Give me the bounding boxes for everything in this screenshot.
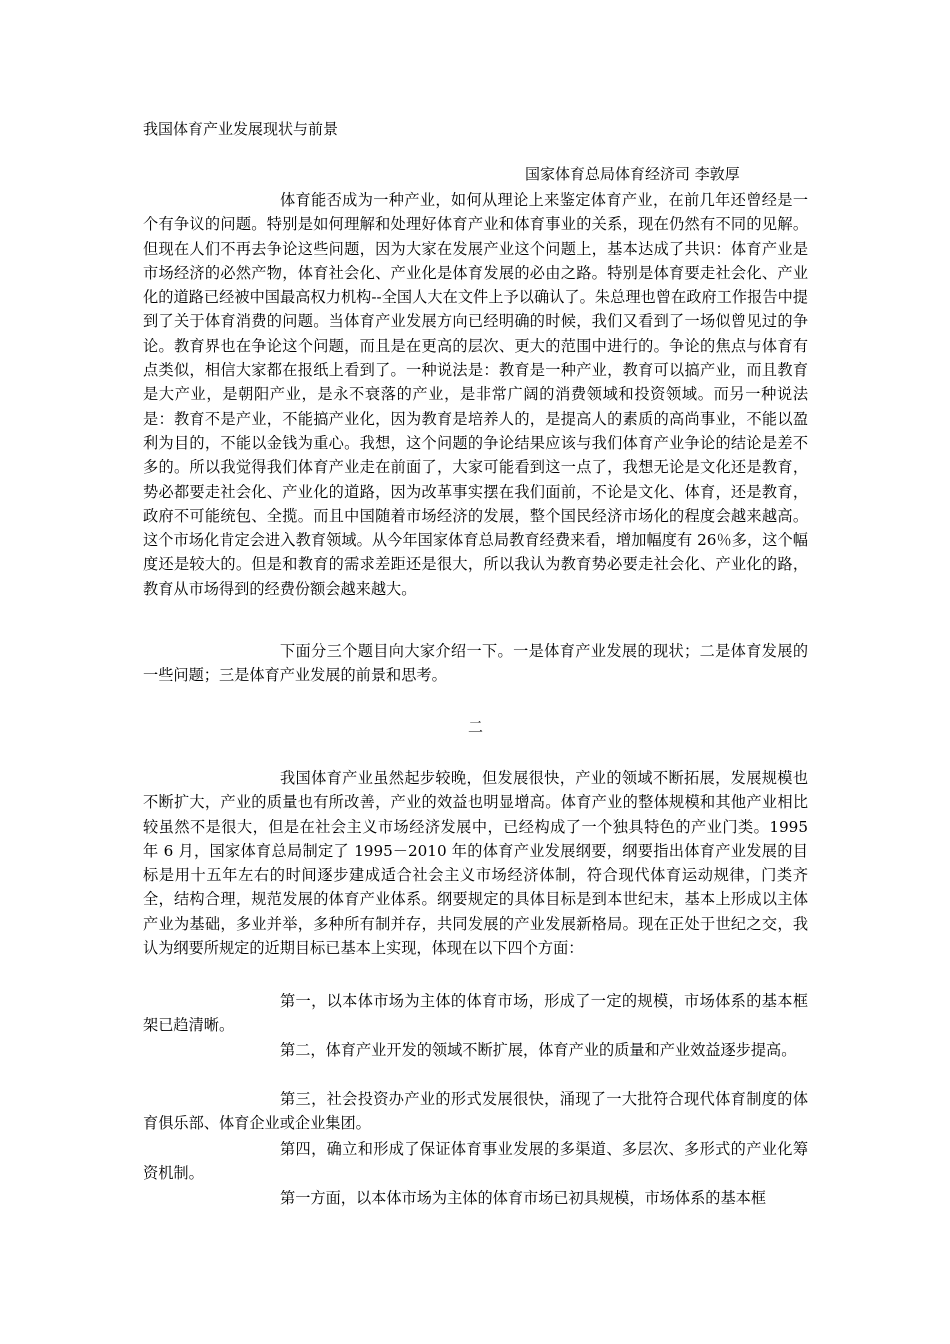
paragraph-first-aspect: 第一方面，以本体市场为主体的体育市场已初具规模，市场体系的基本框	[280, 1189, 766, 1207]
paragraph-point-3: 第三，社会投资办产业的形式发展很快，涌现了一大批符合现代体育制度的体育俱乐部、体育企业或企业集团。	[143, 1090, 808, 1133]
paragraph-section-intro: 我国体育产业虽然起步较晚，但发展很快，产业的领域不断拓展，发展规模也不断扩大，产业的质量也有所改善，产业的效益也明显增高。体育产业的整体规模和其他产业相比较虽然不是很大，但是在社会主义市场经济发展中，已经构成了一个独具特色的产业门类。1995 年 6 月，国家体育总局制定了 1995－2010 年的体育产业发展纲要，纲要指出体育产业发展的目标是用十五年左右的时间逐步建成适合社会主义市场经济体制，符合现代体育运动规律，门类齐全，结构合理，规范发展的体育产业体系。纲要规定的具体目标是到本世纪末，基本上形成以主体产业为基础，多业并举，多种所有制并存，共同发展的产业发展新格局。现在正处于世纪之交，我认为纲要所规定的近期目标已基本上实现，体现在以下四个方面：	[143, 769, 808, 958]
paragraph-point-1: 第一，以本体市场为主体的体育市场，形成了一定的规模，市场体系的基本框架已趋清晰。	[143, 992, 808, 1035]
paragraph-point-4: 第四，确立和形成了保证体育事业发展的多渠道、多层次、多形式的产业化筹资机制。	[143, 1140, 808, 1183]
paragraph-point-2: 第二，体育产业开发的领域不断扩展，体育产业的质量和产业效益逐步提高。	[280, 1041, 797, 1059]
document-title: 我国体育产业发展现状与前景	[143, 120, 339, 138]
section-heading: 二	[467, 718, 483, 736]
paragraph-outline: 下面分三个题目向大家介绍一下。一是体育产业发展的现状；二是体育发展的一些问题；三是体育产业发展的前景和思考。	[143, 642, 808, 685]
author-line: 国家体育总局体育经济司 李敦厚	[525, 165, 740, 183]
paragraph-intro: 体育能否成为一种产业，如何从理论上来鉴定体育产业，在前几年还曾经是一个有争议的问题。特别是如何理解和处理好体育产业和体育事业的关系，现在仍然有不同的见解。但现在人们不再去争论这些问题，因为大家在发展产业这个问题上，基本达成了共识：体育产业是市场经济的必然产物，体育社会化、产业化是体育发展的必由之路。特别是体育要走社会化、产业化的道路已经被中国最高权力机构--全国人大在文件上予以确认了。朱总理也曾在政府工作报告中提到了关于体育消费的问题。当体育产业发展方向已经明确的时候，我们又看到了一场似曾见过的争论。教育界也在争论这个问题，而且是在更高的层次、更大的范围中进行的。争论的焦点与体育有点类似，相信大家都在报纸上看到了。一种说法是：教育是一种产业，教育可以搞产业，而且教育是大产业，是朝阳产业，是永不衰落的产业，是非常广阔的消费领域和投资领域。而另一种说法是：教育不是产业，不能搞产业化，因为教育是培养人的，是提高人的素质的高尚事业，不能以盈利为目的，不能以金钱为重心。我想，这个问题的争论结果应该与我们体育产业争论的结论是差不多的。所以我觉得我们体育产业走在前面了，大家可能看到这一点了，我想无论是文化还是教育，势必都要走社会化、产业化的道路，因为改革事实摆在我们面前，不论是文化、体育，还是教育，政府不可能统包、全揽。而且中国随着市场经济的发展，整个国民经济市场化的程度会越来越高。这个市场化肯定会进入教育领域。从今年国家体育总局教育经费来看，增加幅度有 26％多，这个幅度还是较大的。但是和教育的需求差距还是很大，所以我认为教育势必要走社会化、产业化的路，教育从市场得到的经费份额会越来越大。	[143, 191, 808, 598]
